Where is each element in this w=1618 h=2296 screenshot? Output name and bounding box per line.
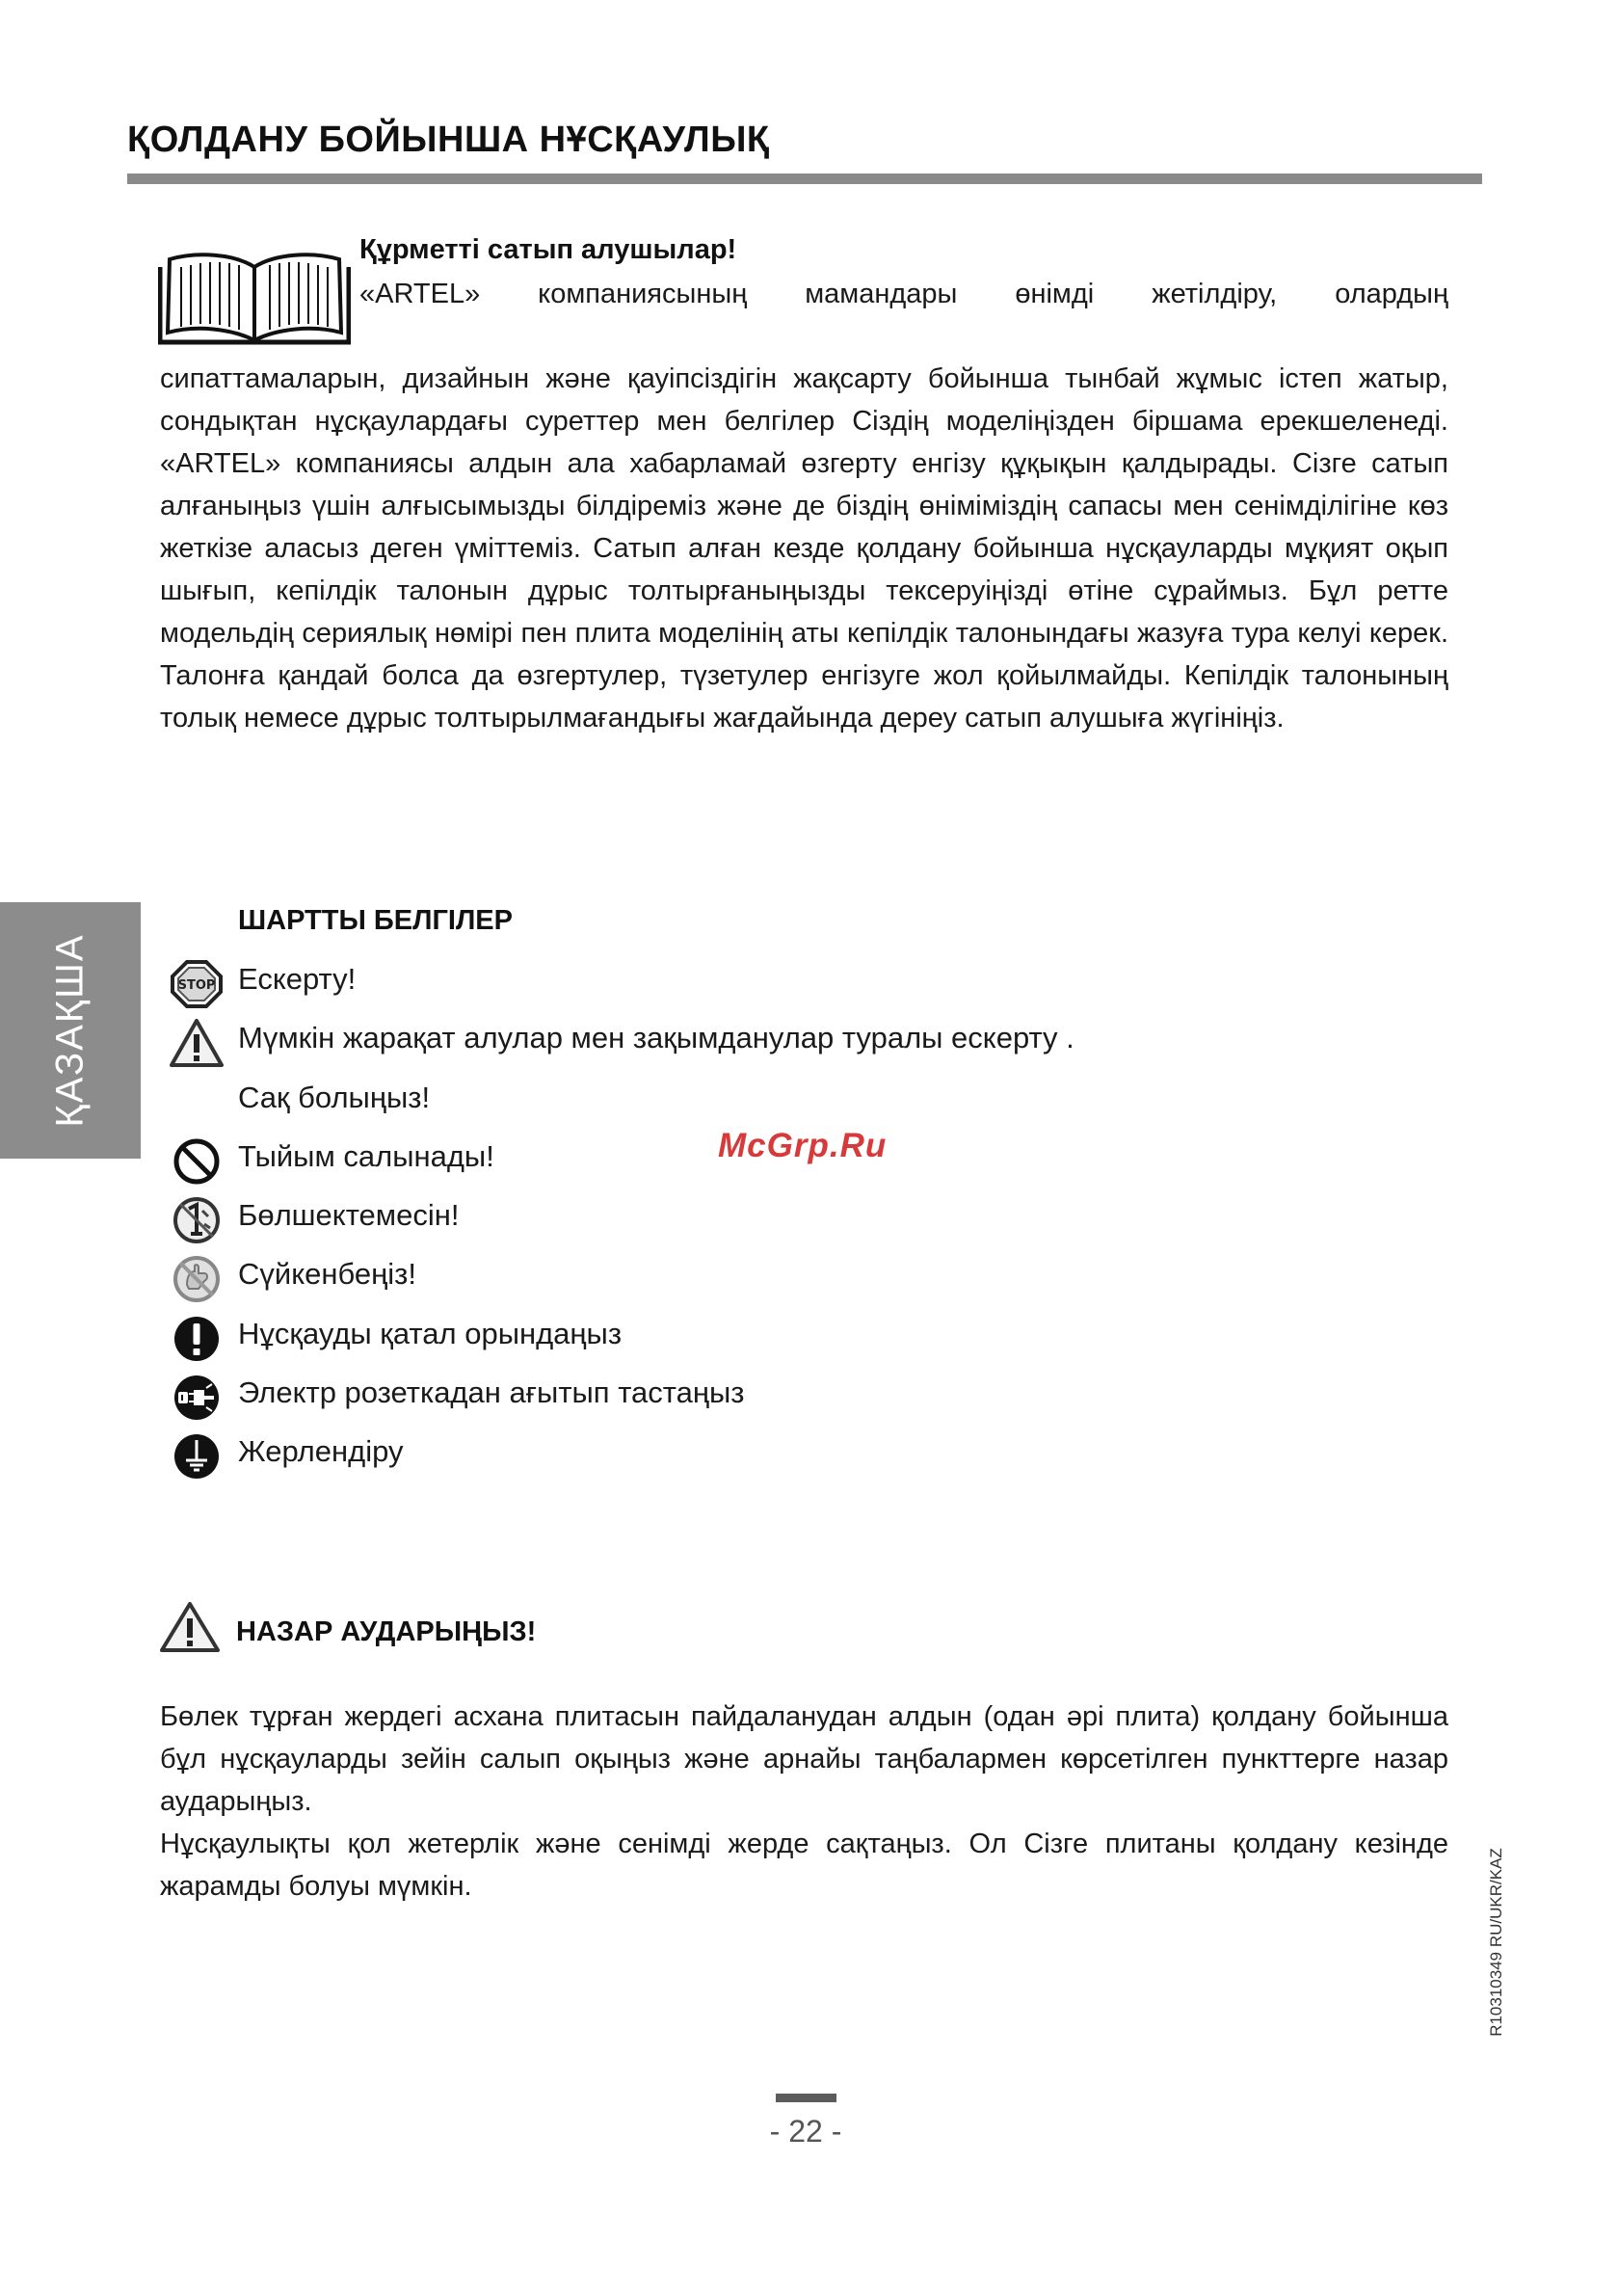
greeting: Құрметті сатып алушылар!	[359, 234, 737, 265]
symbol-item	[164, 1247, 1127, 1306]
no-disassembly-icon	[170, 1195, 224, 1245]
symbol-label: Мүмкін жарақат алулар мен зақымданулар туралы ескерту .	[238, 1021, 1074, 1055]
warning-triangle-icon	[160, 1601, 220, 1653]
symbol-item	[164, 1071, 1127, 1130]
warning-triangle-icon	[170, 1018, 224, 1068]
symbol-item	[164, 1307, 1127, 1366]
attention-paragraph: Нұсқаулықты қол жетерлік және сенімді жерде сақтаңыз. Ол Сізге плитаны қолдану кезінде жарамды болуы мүмкін.	[160, 1829, 1448, 1902]
ground-icon	[170, 1431, 224, 1482]
stop-sign-icon	[170, 959, 224, 1009]
symbol-label: Электр розеткадан ағытып тастаңыз	[238, 1375, 745, 1410]
svg-text:STOP: STOP	[177, 978, 216, 993]
attention-text	[160, 1695, 1448, 1908]
symbol-item	[164, 952, 1127, 1011]
symbol-item	[164, 1130, 1127, 1188]
symbol-label: Нұсқауды қатал орындаңыз	[238, 1316, 623, 1350]
title-divider	[127, 174, 1482, 184]
symbol-label: Ескерту!	[238, 962, 357, 996]
symbol-label: Сүйкенбеңіз!	[238, 1257, 416, 1292]
open-book-icon	[158, 246, 351, 346]
attention-paragraph: Бөлек тұрған жердегі асхана плитасын пайдаланудан алдын (одан әрі плита) қолдану бойынша бұл нұсқауларды зейін салып оқыңыз және арнайы таңбалармен көрсетілген пункттерге назар аударыңыз.	[160, 1701, 1448, 1817]
symbol-item	[164, 1188, 1127, 1247]
symbols-list	[164, 952, 1127, 1484]
attention-heading: НАЗАР АУДАРЫҢЫЗ!	[236, 1616, 537, 1647]
symbol-label: Жерлендіру	[238, 1434, 404, 1469]
symbol-label: Сақ болыңыз!	[238, 1080, 431, 1114]
unplug-icon	[170, 1373, 224, 1423]
page-number-bar	[776, 2094, 836, 2102]
prohibited-icon	[170, 1136, 224, 1187]
symbol-label: Тыйым салынады!	[238, 1138, 494, 1173]
symbol-item	[164, 1366, 1127, 1425]
language-tab	[0, 902, 141, 1159]
do-not-touch-icon	[170, 1254, 224, 1304]
symbols-heading: ШАРТТЫ БЕЛГІЛЕР	[238, 905, 513, 936]
page-number: - 22 -	[769, 2114, 842, 2149]
symbol-label: Бөлшектемесін!	[238, 1198, 460, 1233]
symbol-item	[164, 1425, 1127, 1483]
document-code: R10310349 RU/UKR/KAZ	[1487, 1848, 1505, 2037]
watermark: McGrp.Ru	[718, 1127, 888, 1164]
page-title: ҚОЛДАНУ БОЙЫНША НҰСҚАУЛЫҚ	[127, 120, 770, 160]
intro-first-line: «ARTEL» компаниясының мамандары өнімді жетілдіру, олардың	[359, 279, 1448, 309]
language-tab-label: ҚАЗАҚША	[48, 933, 92, 1128]
mandatory-exclamation-icon	[170, 1314, 224, 1364]
symbol-item	[164, 1011, 1127, 1070]
intro-paragraph: сипаттамаларын, дизайнын және қауіпсіздігін жақсарту бойынша тынбай жұмыс істеп жатыр, сондықтан нұсқаулардағы суреттер мен белгілер Сіздің моделіңізден біршама ерекшеленеді. «ARTEL» компаниясы алдын ала хабарламай өзгерту енгізу құқықын қалдырады. Сізге сатып алғаныңыз үшін алғысымызды білдіреміз және де біздің өніміміздің сапасы мен сенімділігіне көз жеткізе аласыз деген үміттеміз. Сатып алған кезде қолдану бойынша нұсқауларды мұқият оқып шығып, кепілдік талонын дұрыс толтырғаныңызды тексеруіңізді өтіне сұраймыз. Бұл ретте модельдің сериялық нөмірі пен плита моделінің аты кепілдік талонындағы жазуға тура келуі керек. Талонға қандай болса да өзгертулер, түзетулер енгізуге жол қойылмайды. Кепілдік талонының толық немесе дұрыс толтырылмағандығы жағдайында дереу сатып алушыға жүгініңіз.	[160, 363, 1448, 734]
